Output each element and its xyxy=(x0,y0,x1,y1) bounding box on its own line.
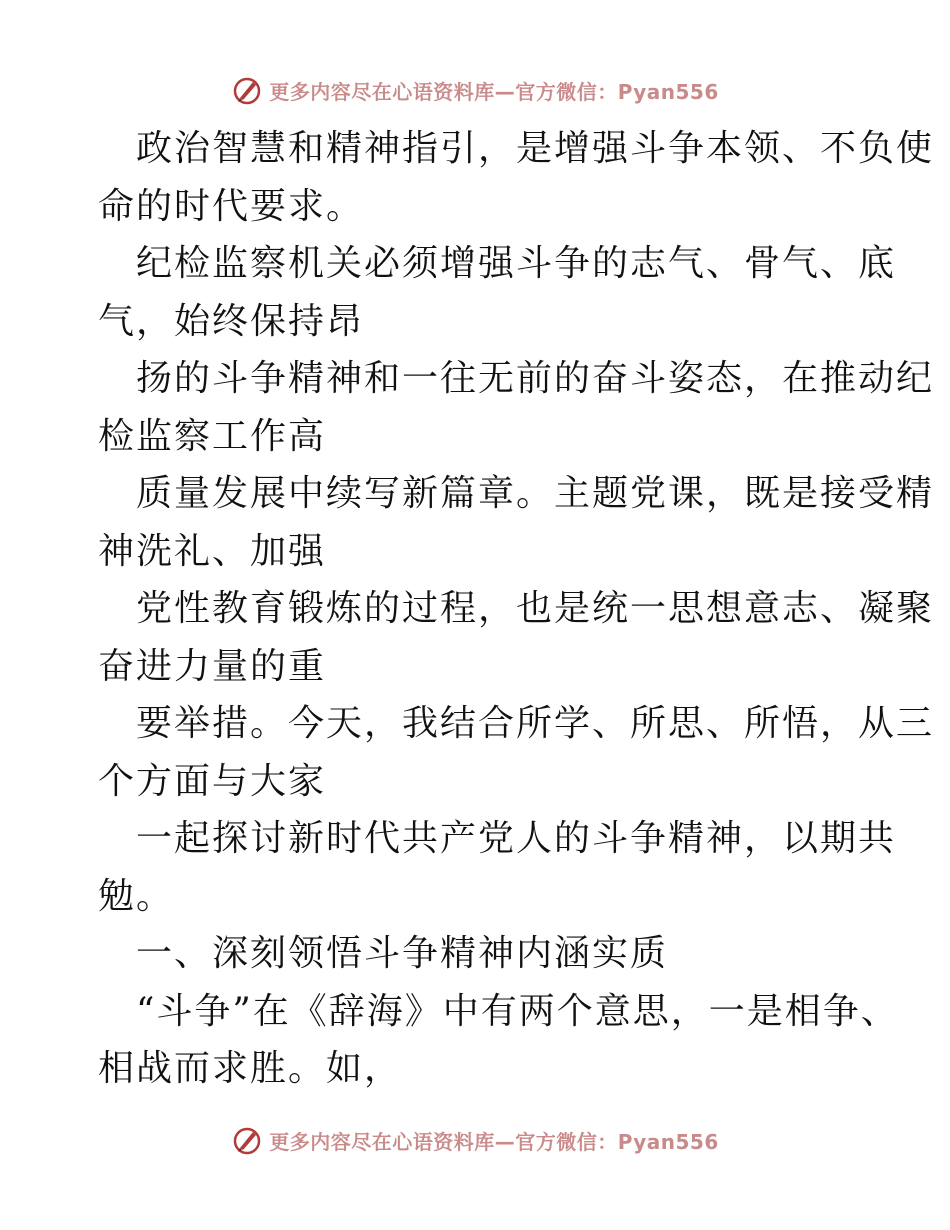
text-line: 勉。 xyxy=(98,875,175,917)
text-line: 纪检监察机关必须增强斗争的志气、骨气、底 xyxy=(136,243,897,284)
text-line: 个方面与大家 xyxy=(98,760,327,802)
section-heading: 一、深刻领悟斗争精神内涵实质 xyxy=(136,933,669,974)
watermark-text: 更多内容尽在心语资料库—官方微信：Pyan556 xyxy=(269,1129,719,1154)
text-line: 扬的斗争精神和一往无前的奋斗姿态，在推动纪 xyxy=(136,358,935,399)
text-line: 党性教育锻炼的过程，也是统一思想意志、凝聚 xyxy=(136,588,935,629)
document-body xyxy=(98,120,935,1098)
text-line: 检监察工作高 xyxy=(98,415,327,457)
header-watermark xyxy=(0,70,950,110)
text-line: 政治智慧和精神指引，是增强斗争本领、不负使 xyxy=(136,128,935,169)
text-line: 相战而求胜。如， xyxy=(98,1048,403,1089)
text-line: “斗争”在《辞海》中有两个意思，一是相争、 xyxy=(136,990,899,1032)
text-line: 一起探讨新时代共产党人的斗争精神，以期共 xyxy=(136,818,897,859)
text-line: 气，始终保持昂 xyxy=(98,300,365,342)
text-line: 命的时代要求。 xyxy=(98,185,365,227)
footer-watermark xyxy=(0,1120,950,1160)
text-line: 神洗礼、加强 xyxy=(98,530,327,572)
pen-seal-icon xyxy=(231,74,263,106)
watermark-text: 更多内容尽在心语资料库—官方微信：Pyan556 xyxy=(269,79,719,104)
pen-seal-icon xyxy=(231,1124,263,1156)
text-line: 要举措。今天，我结合所学、所思、所悟，从三 xyxy=(136,703,935,744)
text-line: 奋进力量的重 xyxy=(98,645,327,687)
text-line: 质量发展中续写新篇章。主题党课，既是接受精 xyxy=(136,473,935,514)
